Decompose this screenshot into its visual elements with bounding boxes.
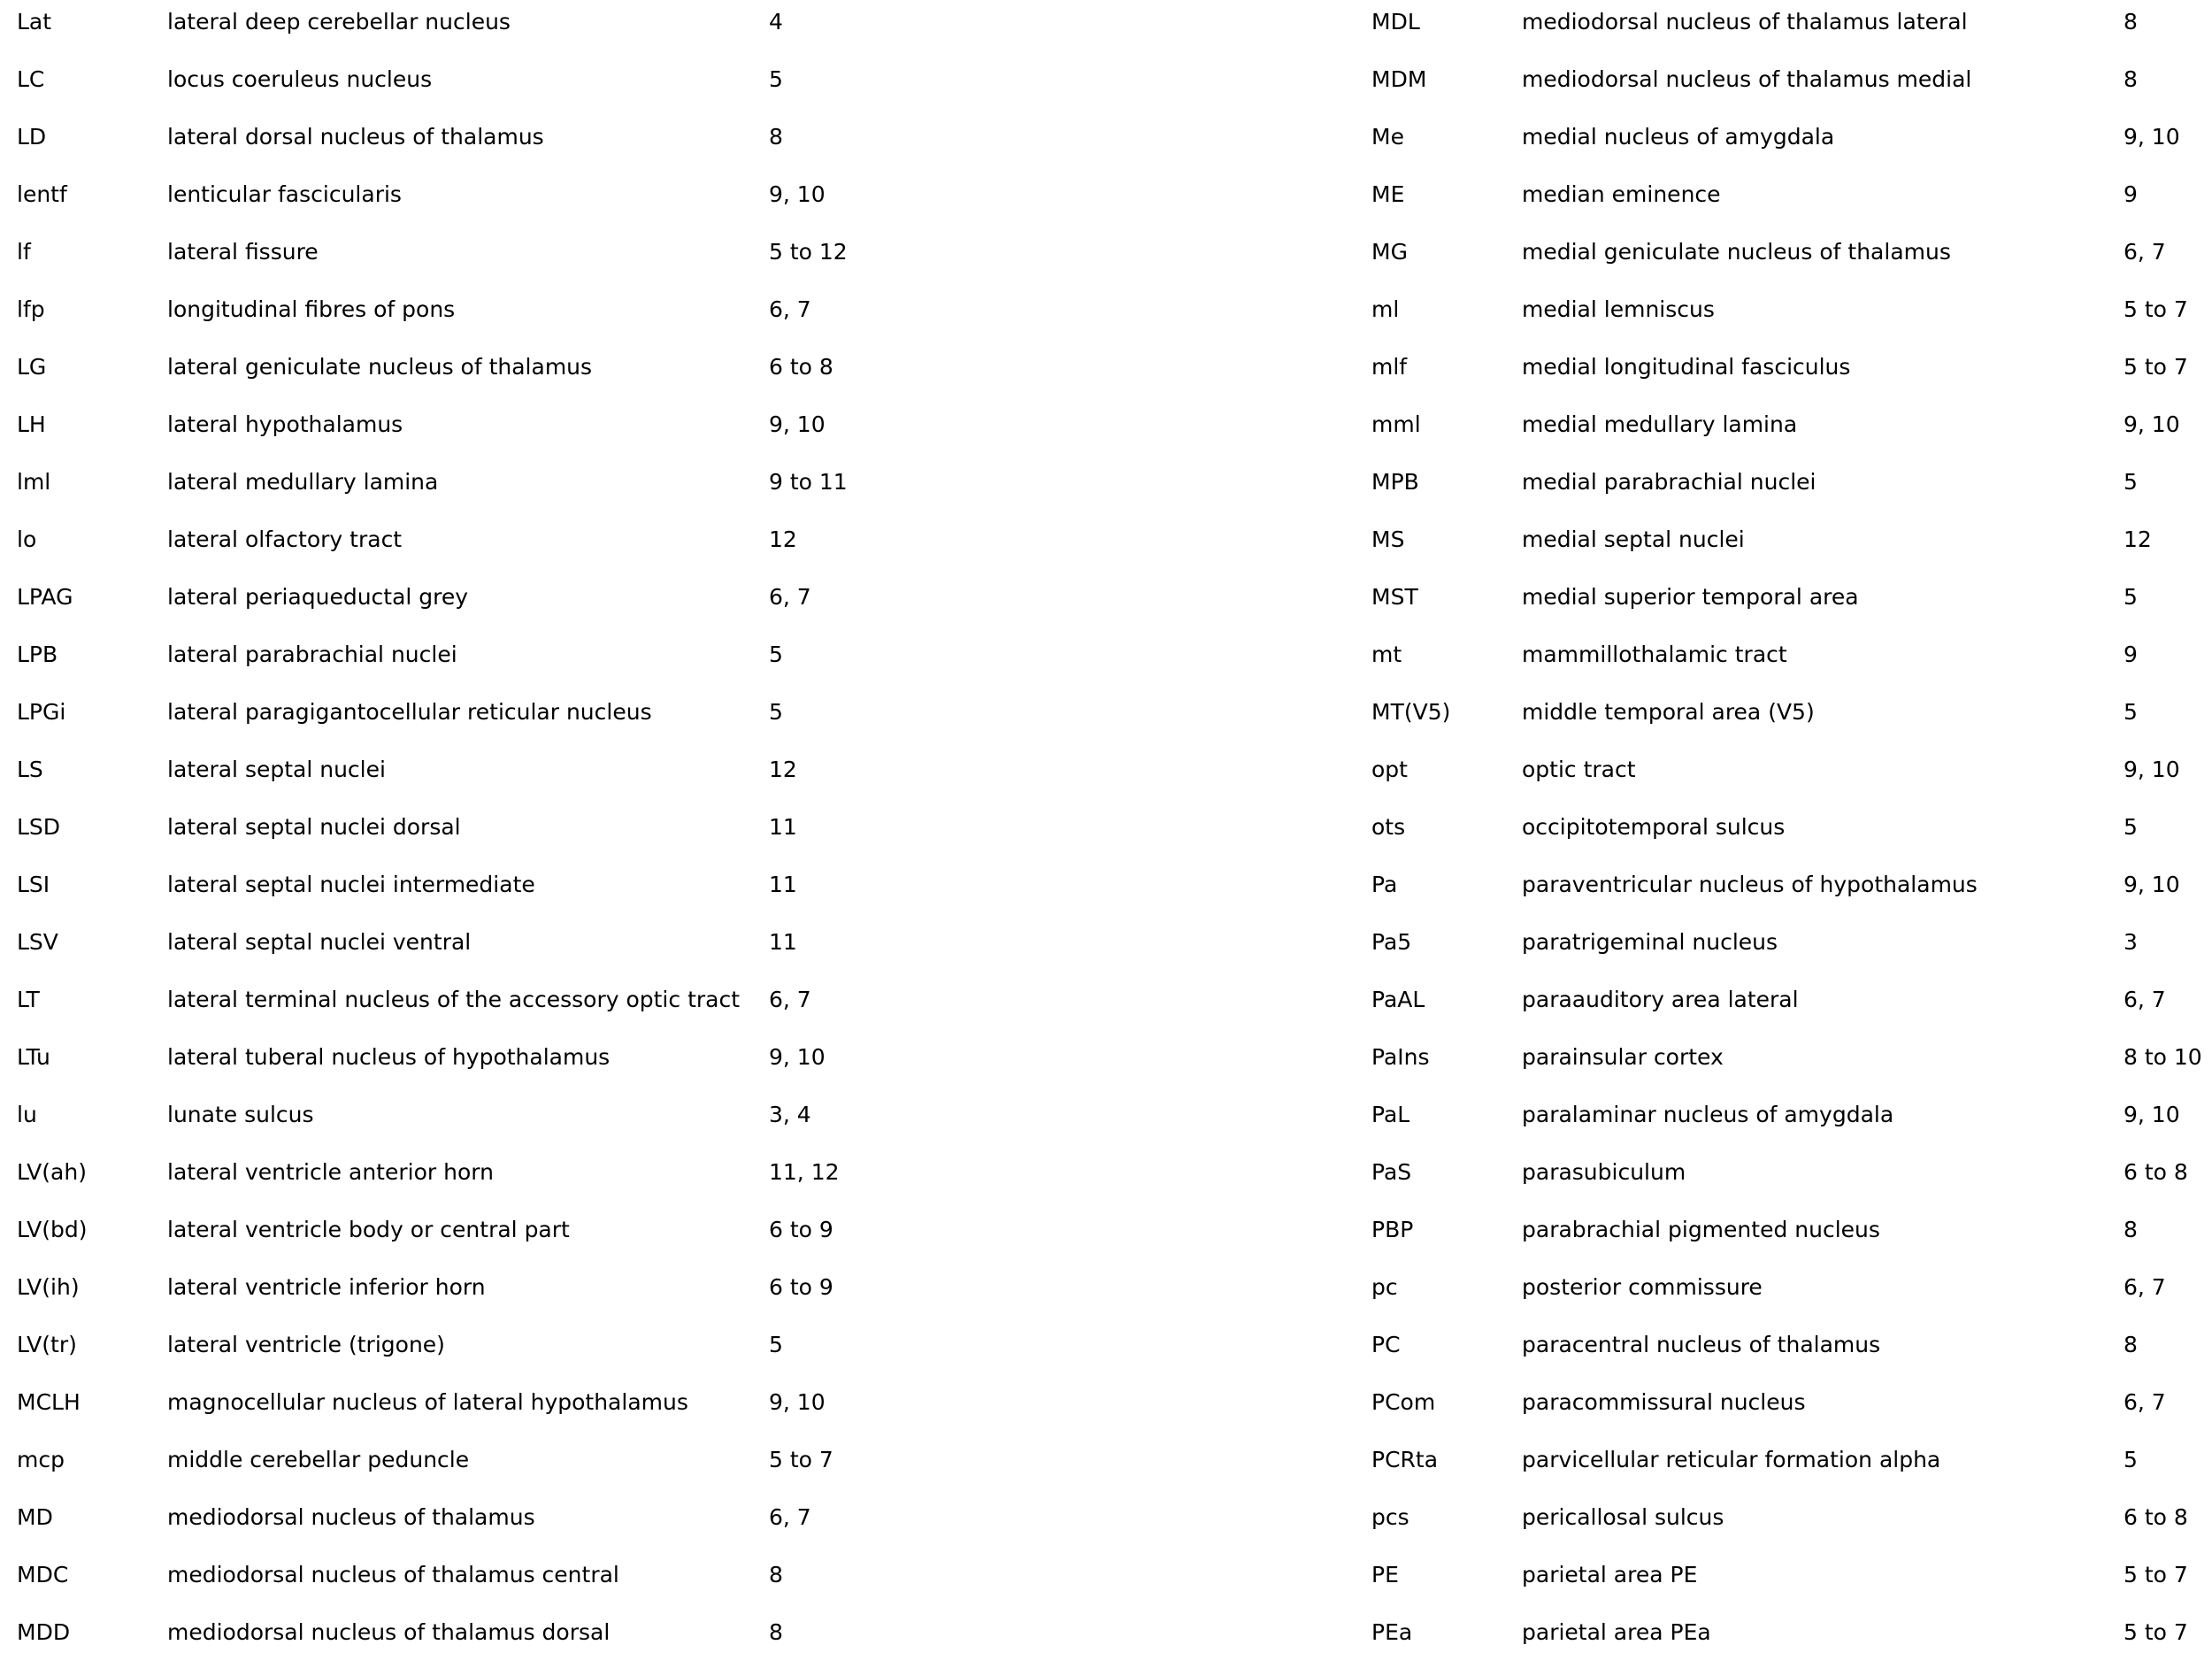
structure-name: lateral olfactory tract	[167, 527, 403, 552]
structure-name: paratrigeminal nucleus	[1522, 929, 1778, 955]
structure-name: lateral medullary lamina	[167, 469, 439, 495]
abbreviation: MT(V5)	[1371, 699, 1451, 725]
plate-numbers: 9, 10	[2124, 124, 2180, 150]
plate-numbers: 5	[2124, 584, 2138, 610]
plate-numbers: 9, 10	[2124, 1102, 2180, 1127]
plate-numbers: 6, 7	[769, 584, 811, 610]
abbreviation: LS	[17, 757, 43, 782]
plate-numbers: 6, 7	[2124, 1274, 2166, 1300]
abbreviation-row	[1371, 460, 2212, 518]
structure-name: medial parabrachial nuclei	[1522, 469, 1816, 495]
abbreviation-row	[1371, 1150, 2212, 1208]
plate-numbers: 12	[769, 757, 797, 782]
structure-name: parietal area PE	[1522, 1562, 1698, 1587]
abbreviation: LV(bd)	[17, 1217, 88, 1242]
abbreviation-row	[17, 863, 1096, 920]
structure-name: lenticular fascicularis	[167, 181, 402, 207]
structure-name: mediodorsal nucleus of thalamus medial	[1522, 66, 1972, 92]
plate-numbers: 6, 7	[2124, 239, 2166, 265]
abbreviation: ME	[1371, 181, 1405, 207]
structure-name: lateral septal nuclei dorsal	[167, 814, 461, 840]
abbreviation-row	[17, 978, 1096, 1035]
structure-name: medial septal nuclei	[1522, 527, 1745, 552]
abbreviation-row	[1371, 230, 2212, 288]
abbreviation-row	[17, 115, 1096, 173]
plate-numbers: 6, 7	[2124, 987, 2166, 1012]
abbreviation-row	[1371, 1380, 2212, 1438]
abbreviation-row	[17, 288, 1096, 345]
structure-name: middle cerebellar peduncle	[167, 1447, 470, 1472]
plate-numbers: 5 to 7	[2124, 296, 2188, 322]
abbreviation-row	[1371, 288, 2212, 345]
abbreviation-row	[17, 1208, 1096, 1265]
structure-name: lateral ventricle body or central part	[167, 1217, 570, 1242]
abbreviation: lml	[17, 469, 51, 495]
abbreviation-row	[17, 1323, 1096, 1380]
plate-numbers: 6 to 8	[2124, 1159, 2188, 1185]
plate-numbers: 8	[769, 124, 783, 150]
plate-numbers: 5	[769, 642, 783, 667]
abbreviation-row	[17, 1035, 1096, 1093]
abbreviation: LV(ih)	[17, 1274, 80, 1300]
abbreviation-row	[17, 1495, 1096, 1553]
structure-name: lateral ventricle anterior horn	[167, 1159, 494, 1185]
abbreviation: PaS	[1371, 1159, 1412, 1185]
abbreviation-row	[17, 518, 1096, 575]
abbreviation: PE	[1371, 1562, 1399, 1587]
plate-numbers: 11, 12	[769, 1159, 840, 1185]
abbreviation: LSD	[17, 814, 61, 840]
structure-name: lateral septal nuclei ventral	[167, 929, 472, 955]
structure-name: lateral fissure	[167, 239, 319, 265]
abbreviation-row	[1371, 173, 2212, 230]
abbreviation-row	[17, 805, 1096, 863]
abbreviation: Lat	[17, 9, 52, 35]
abbreviation: MG	[1371, 239, 1408, 265]
plate-numbers: 11	[769, 929, 797, 955]
abbreviation-row	[17, 403, 1096, 460]
structure-name: lateral septal nuclei	[167, 757, 386, 782]
plate-numbers: 5	[2124, 814, 2138, 840]
abbreviation: MST	[1371, 584, 1418, 610]
abbreviation: MS	[1371, 527, 1405, 552]
plate-numbers: 6, 7	[769, 296, 811, 322]
abbreviation-row	[17, 460, 1096, 518]
plate-numbers: 5	[769, 66, 783, 92]
structure-name: lateral terminal nucleus of the accessory optic tract	[167, 987, 741, 1012]
abbreviation: LD	[17, 124, 47, 150]
abbreviation: LPB	[17, 642, 58, 667]
plate-numbers: 9 to 11	[769, 469, 848, 495]
abbreviation: mt	[1371, 642, 1402, 667]
abbreviation: MDD	[17, 1619, 71, 1645]
structure-name: lateral deep cerebellar nucleus	[167, 9, 511, 35]
abbreviation-row	[1371, 0, 2212, 58]
structure-name: posterior commissure	[1522, 1274, 1763, 1300]
abbreviation: pcs	[1371, 1504, 1409, 1530]
structure-name: paraauditory area lateral	[1522, 987, 1799, 1012]
abbreviation: LSI	[17, 872, 50, 897]
plate-numbers: 9	[2124, 642, 2138, 667]
structure-name: mediodorsal nucleus of thalamus lateral	[1522, 9, 1968, 35]
structure-name: lateral tuberal nucleus of hypothalamus	[167, 1044, 611, 1070]
abbreviation-row	[1371, 1265, 2212, 1323]
abbreviation-row	[17, 1265, 1096, 1323]
abbreviation: pc	[1371, 1274, 1398, 1300]
structure-name: medial geniculate nucleus of thalamus	[1522, 239, 1951, 265]
abbreviation: MPB	[1371, 469, 1419, 495]
structure-name: medial nucleus of amygdala	[1522, 124, 1835, 150]
abbreviation: PCom	[1371, 1389, 1436, 1415]
abbreviation: PEa	[1371, 1619, 1413, 1645]
plate-numbers: 8	[2124, 1332, 2138, 1357]
abbreviation-row	[1371, 633, 2212, 690]
structure-name: middle temporal area (V5)	[1522, 699, 1815, 725]
abbreviation-row	[1371, 518, 2212, 575]
abbreviation-row	[1371, 575, 2212, 633]
plate-numbers: 8	[769, 1562, 783, 1587]
plate-numbers: 8	[2124, 66, 2138, 92]
plate-numbers: 8	[769, 1619, 783, 1645]
structure-name: lateral periaqueductal grey	[167, 584, 469, 610]
plate-numbers: 9, 10	[2124, 872, 2180, 897]
plate-numbers: 8	[2124, 9, 2138, 35]
plate-numbers: 6, 7	[769, 987, 811, 1012]
plate-numbers: 12	[2124, 527, 2152, 552]
abbreviation: LH	[17, 411, 46, 437]
plate-numbers: 5 to 7	[769, 1447, 833, 1472]
abbreviation: mlf	[1371, 354, 1408, 380]
abbreviation: mml	[1371, 411, 1421, 437]
abbreviation: PBP	[1371, 1217, 1414, 1242]
abbreviation: LC	[17, 66, 45, 92]
abbreviation: lu	[17, 1102, 37, 1127]
abbreviation: LTu	[17, 1044, 50, 1070]
abbreviation-row	[1371, 1495, 2212, 1553]
abbreviation: lentf	[17, 181, 67, 207]
plate-numbers: 9, 10	[2124, 757, 2180, 782]
structure-name: lateral geniculate nucleus of thalamus	[167, 354, 593, 380]
abbreviation-row	[17, 345, 1096, 403]
abbreviation: LG	[17, 354, 47, 380]
abbreviation-row	[1371, 1035, 2212, 1093]
abbreviation-row	[17, 1610, 1096, 1668]
structure-name: mediodorsal nucleus of thalamus central	[167, 1562, 619, 1587]
plate-numbers: 5	[2124, 469, 2138, 495]
structure-name: mammillothalamic tract	[1522, 642, 1787, 667]
plate-numbers: 5	[2124, 699, 2138, 725]
plate-numbers: 5 to 7	[2124, 1619, 2188, 1645]
structure-name: lateral septal nuclei intermediate	[167, 872, 535, 897]
abbreviation: LV(ah)	[17, 1159, 87, 1185]
abbreviation: mcp	[17, 1447, 65, 1472]
structure-name: pericallosal sulcus	[1522, 1504, 1724, 1530]
abbreviation-row	[17, 1380, 1096, 1438]
abbreviation-row	[17, 1553, 1096, 1610]
structure-name: medial medullary lamina	[1522, 411, 1798, 437]
plate-numbers: 9	[2124, 181, 2138, 207]
abbreviation-row	[17, 173, 1096, 230]
abbreviation-row	[1371, 1610, 2212, 1668]
abbreviation-row	[1371, 345, 2212, 403]
abbreviation: LPAG	[17, 584, 73, 610]
plate-numbers: 4	[769, 9, 783, 35]
abbreviation-row	[1371, 748, 2212, 805]
plate-numbers: 8 to 10	[2124, 1044, 2202, 1070]
plate-numbers: 9, 10	[769, 1044, 826, 1070]
plate-numbers: 5	[769, 1332, 783, 1357]
abbreviation-row	[1371, 690, 2212, 748]
abbreviation: lf	[17, 239, 31, 265]
plate-numbers: 11	[769, 872, 797, 897]
abbreviation-row	[17, 58, 1096, 115]
abbreviation-row	[17, 1093, 1096, 1150]
structure-name: parasubiculum	[1522, 1159, 1686, 1185]
abbreviation: PC	[1371, 1332, 1401, 1357]
plate-numbers: 6, 7	[769, 1504, 811, 1530]
plate-numbers: 5 to 12	[769, 239, 848, 265]
structure-name: lateral hypothalamus	[167, 411, 403, 437]
abbreviation-row	[17, 0, 1096, 58]
plate-numbers: 9, 10	[769, 181, 826, 207]
abbreviation-row	[17, 920, 1096, 978]
structure-name: medial lemniscus	[1522, 296, 1715, 322]
abbreviation: Pa5	[1371, 929, 1412, 955]
abbreviation: MDL	[1371, 9, 1420, 35]
abbreviation-row	[17, 748, 1096, 805]
left-abbreviation-column	[17, 0, 1096, 1668]
abbreviation: PaAL	[1371, 987, 1425, 1012]
abbreviation-row	[1371, 1323, 2212, 1380]
abbreviation-row	[1371, 1553, 2212, 1610]
structure-name: paralaminar nucleus of amygdala	[1522, 1102, 1894, 1127]
structure-name: lateral ventricle inferior horn	[167, 1274, 486, 1300]
structure-name: optic tract	[1522, 757, 1636, 782]
plate-numbers: 6 to 8	[2124, 1504, 2188, 1530]
abbreviation-row	[1371, 403, 2212, 460]
structure-name: parvicellular reticular formation alpha	[1522, 1447, 1941, 1472]
abbreviation: ml	[1371, 296, 1400, 322]
structure-name: paraventricular nucleus of hypothalamus	[1522, 872, 1978, 897]
structure-name: parabrachial pigmented nucleus	[1522, 1217, 1880, 1242]
plate-numbers: 9, 10	[2124, 411, 2180, 437]
structure-name: locus coeruleus nucleus	[167, 66, 433, 92]
abbreviation-row	[17, 1150, 1096, 1208]
abbreviation-row	[17, 690, 1096, 748]
structure-name: paracentral nucleus of thalamus	[1522, 1332, 1881, 1357]
structure-name: lateral parabrachial nuclei	[167, 642, 457, 667]
plate-numbers: 5 to 7	[2124, 354, 2188, 380]
structure-name: paracommissural nucleus	[1522, 1389, 1806, 1415]
abbreviation: MDC	[17, 1562, 69, 1587]
plate-numbers: 5	[769, 699, 783, 725]
structure-name: occipitotemporal sulcus	[1522, 814, 1786, 840]
abbreviation-row	[1371, 1093, 2212, 1150]
abbreviation-row	[17, 230, 1096, 288]
structure-name: magnocellular nucleus of lateral hypothalamus	[167, 1389, 688, 1415]
plate-numbers: 6 to 8	[769, 354, 833, 380]
abbreviation: LSV	[17, 929, 58, 955]
structure-name: lunate sulcus	[167, 1102, 314, 1127]
structure-name: parainsular cortex	[1522, 1044, 1724, 1070]
plate-numbers: 3, 4	[769, 1102, 811, 1127]
plate-numbers: 5	[2124, 1447, 2138, 1472]
abbreviation-row	[1371, 1438, 2212, 1495]
abbreviation-row	[17, 633, 1096, 690]
abbreviation: lfp	[17, 296, 45, 322]
abbreviation-row	[17, 1438, 1096, 1495]
structure-name: mediodorsal nucleus of thalamus	[167, 1504, 535, 1530]
right-abbreviation-column	[1371, 0, 2212, 1668]
abbreviation: MCLH	[17, 1389, 81, 1415]
abbreviation: MD	[17, 1504, 53, 1530]
structure-name: median eminence	[1522, 181, 1721, 207]
abbreviation: MDM	[1371, 66, 1427, 92]
abbreviation-row	[1371, 58, 2212, 115]
structure-name: medial superior temporal area	[1522, 584, 1859, 610]
structure-name: medial longitudinal fasciculus	[1522, 354, 1851, 380]
plate-numbers: 8	[2124, 1217, 2138, 1242]
abbreviation: Pa	[1371, 872, 1398, 897]
plate-numbers: 9, 10	[769, 1389, 826, 1415]
abbreviation-row	[1371, 978, 2212, 1035]
abbreviation-row	[1371, 920, 2212, 978]
abbreviation: ots	[1371, 814, 1406, 840]
plate-numbers: 6, 7	[2124, 1389, 2166, 1415]
plate-numbers: 3	[2124, 929, 2138, 955]
abbreviation-row	[1371, 1208, 2212, 1265]
abbreviation-row	[1371, 805, 2212, 863]
plate-numbers: 6 to 9	[769, 1274, 833, 1300]
abbreviation: PaIns	[1371, 1044, 1430, 1070]
abbreviation: PaL	[1371, 1102, 1410, 1127]
abbreviation: lo	[17, 527, 37, 552]
structure-name: parietal area PEa	[1522, 1619, 1711, 1645]
abbreviation-row	[1371, 115, 2212, 173]
plate-numbers: 12	[769, 527, 797, 552]
plate-numbers: 11	[769, 814, 797, 840]
plate-numbers: 9, 10	[769, 411, 826, 437]
structure-name: longitudinal fibres of pons	[167, 296, 456, 322]
abbreviation: LPGi	[17, 699, 66, 725]
abbreviation: LV(tr)	[17, 1332, 77, 1357]
abbreviation: LT	[17, 987, 40, 1012]
structure-name: mediodorsal nucleus of thalamus dorsal	[167, 1619, 611, 1645]
abbreviation: opt	[1371, 757, 1408, 782]
abbreviation: Me	[1371, 124, 1404, 150]
plate-numbers: 5 to 7	[2124, 1562, 2188, 1587]
structure-name: lateral ventricle (trigone)	[167, 1332, 445, 1357]
structure-name: lateral paragigantocellular reticular nucleus	[167, 699, 652, 725]
plate-numbers: 6 to 9	[769, 1217, 833, 1242]
structure-name: lateral dorsal nucleus of thalamus	[167, 124, 544, 150]
abbreviation: PCRta	[1371, 1447, 1439, 1472]
abbreviation-row	[17, 575, 1096, 633]
abbreviation-row	[1371, 863, 2212, 920]
